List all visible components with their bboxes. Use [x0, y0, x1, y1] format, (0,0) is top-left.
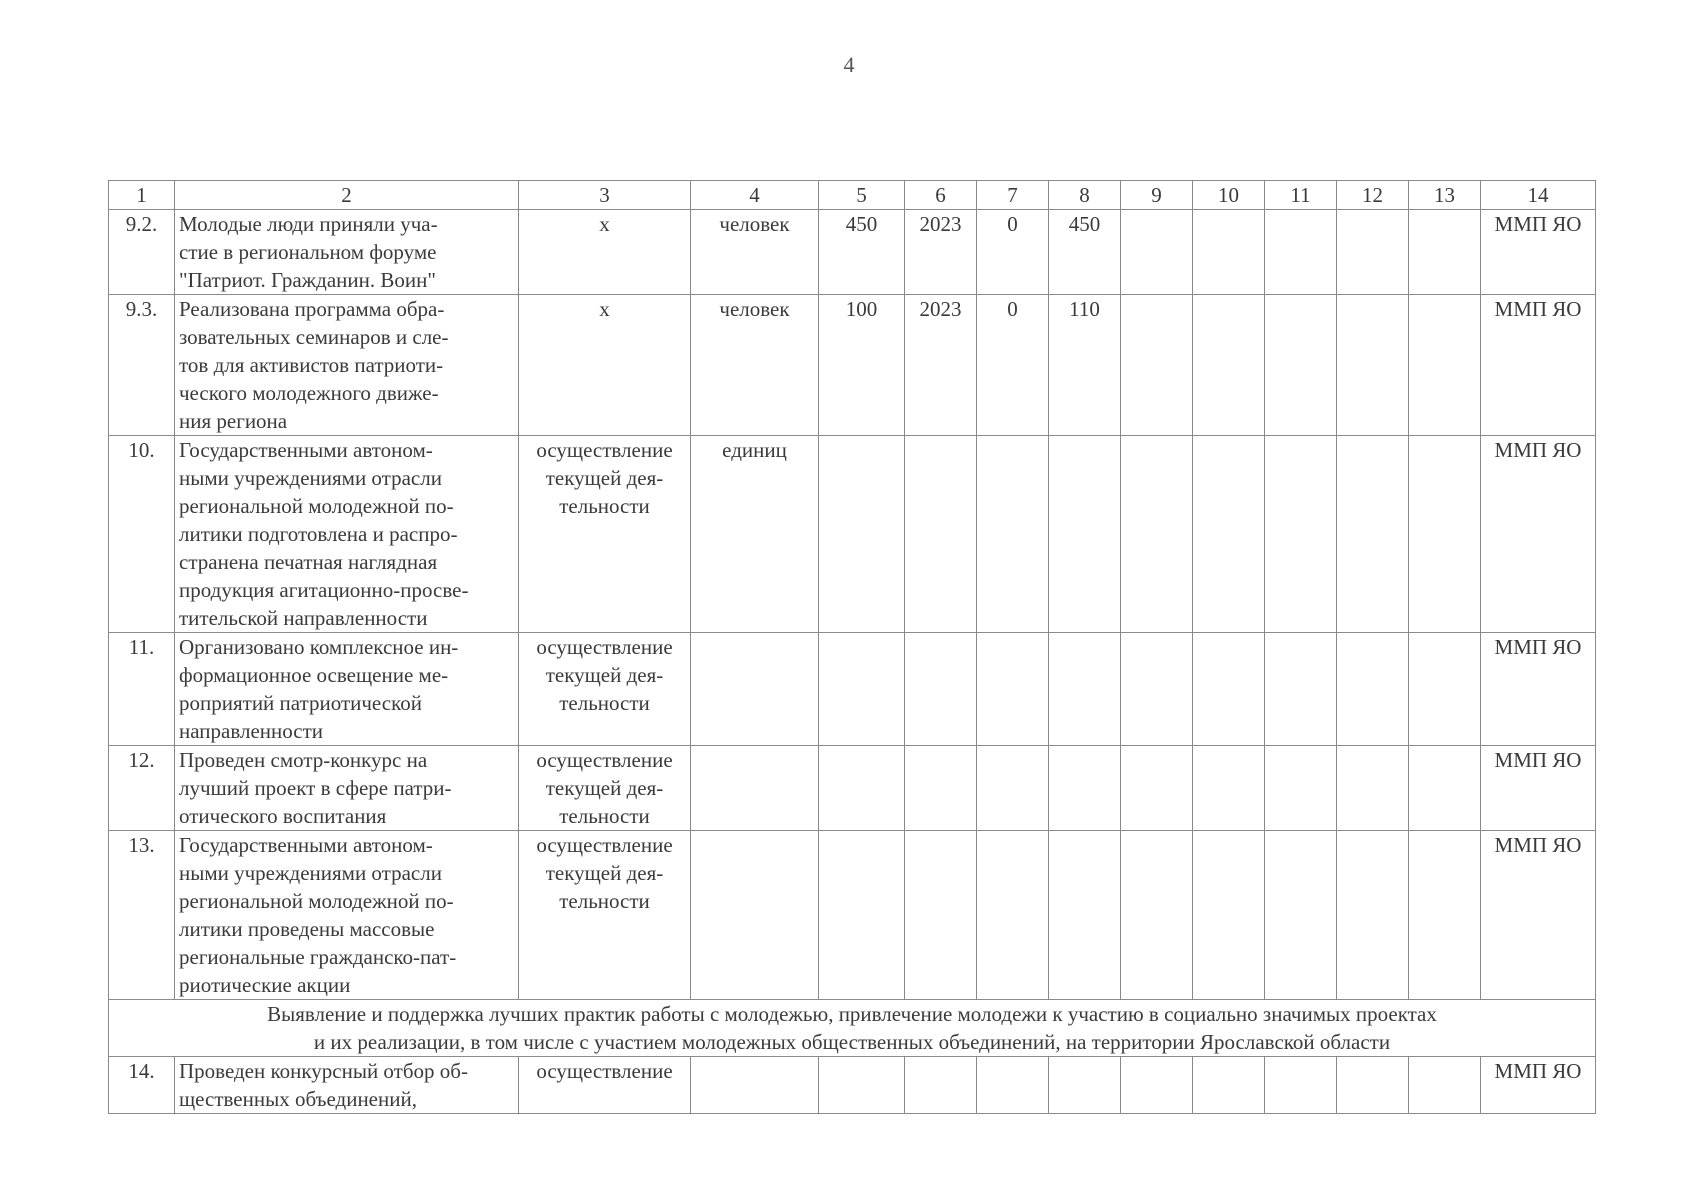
value-cell-7: [977, 633, 1049, 746]
value-cell-11: [1265, 633, 1337, 746]
row-description: [175, 210, 519, 295]
row-type: [519, 436, 691, 633]
value-cell-5: [819, 436, 905, 633]
indicators-table: [108, 180, 1596, 1114]
row-responsible: ММП ЯО: [1481, 1057, 1596, 1114]
value-cell-8: [1049, 436, 1121, 633]
section-heading: [109, 1000, 1596, 1057]
description-line: Молодые люди приняли уча-: [179, 212, 438, 236]
value-cell-6: 2023: [905, 210, 977, 295]
description-line: Организовано комплексное ин-: [179, 635, 459, 659]
header-cell-11: 11: [1265, 181, 1337, 210]
value-cell-5: [819, 633, 905, 746]
header-cell-7: 7: [977, 181, 1049, 210]
value-cell-6: [905, 831, 977, 1000]
header-cell-1: 1: [109, 181, 175, 210]
description-line: литики подготовлена и распро-: [179, 522, 458, 546]
value-cell-8: [1049, 1057, 1121, 1114]
value-cell-13: [1409, 831, 1481, 1000]
description-line: Проведен конкурсный отбор об-: [179, 1059, 468, 1083]
table-row: [109, 436, 1596, 633]
description-line: щественных объединений,: [179, 1087, 417, 1111]
row-number: 14.: [109, 1057, 175, 1114]
row-type: [519, 210, 691, 295]
row-number: 12.: [109, 746, 175, 831]
page-number: 4: [843, 52, 855, 77]
value-cell-8: [1049, 633, 1121, 746]
header-cell-10: 10: [1193, 181, 1265, 210]
table-row: [109, 210, 1596, 295]
value-cell-9: [1121, 210, 1193, 295]
type-line: осуществление: [536, 748, 673, 772]
value-cell-8: [1049, 746, 1121, 831]
description-line: литики проведены массовые: [179, 917, 435, 941]
row-description: [175, 831, 519, 1000]
value-cell-10: [1193, 210, 1265, 295]
value-cell-9: [1121, 295, 1193, 436]
value-cell-11: [1265, 831, 1337, 1000]
value-cell-5: [819, 746, 905, 831]
value-cell-7: 0: [977, 210, 1049, 295]
value-cell-10: [1193, 436, 1265, 633]
row-unit: [691, 746, 819, 831]
type-line: текущей дея-: [545, 663, 664, 687]
value-cell-9: [1121, 1057, 1193, 1114]
value-cell-12: [1337, 746, 1409, 831]
type-line: текущей дея-: [545, 861, 664, 885]
row-type: [519, 831, 691, 1000]
section-line: и их реализации, в том числе с участием молодежных общественных объединений, на территории Ярославской области: [313, 1030, 1391, 1054]
value-cell-13: [1409, 633, 1481, 746]
value-cell-13: [1409, 295, 1481, 436]
row-responsible: ММП ЯО: [1481, 633, 1596, 746]
row-type: [519, 1057, 691, 1114]
value-cell-8: 450: [1049, 210, 1121, 295]
value-cell-6: 2023: [905, 295, 977, 436]
header-cell-3: 3: [519, 181, 691, 210]
row-description: [175, 1057, 519, 1114]
description-line: риотические акции: [179, 973, 351, 997]
type-line: осуществление: [536, 438, 673, 462]
description-line: ными учреждениями отрасли: [179, 861, 442, 885]
row-type: [519, 295, 691, 436]
type-line: тельности: [559, 889, 650, 913]
value-cell-11: [1265, 1057, 1337, 1114]
value-cell-6: [905, 746, 977, 831]
description-line: формационное освещение ме-: [179, 663, 449, 687]
table-row: [109, 633, 1596, 746]
description-line: Государственными автоном-: [179, 438, 433, 462]
description-line: региональной молодежной по-: [179, 494, 454, 518]
value-cell-11: [1265, 436, 1337, 633]
type-line: х: [599, 297, 610, 321]
value-cell-12: [1337, 633, 1409, 746]
row-description: [175, 436, 519, 633]
row-description: [175, 746, 519, 831]
value-cell-12: [1337, 210, 1409, 295]
type-line: х: [599, 212, 610, 236]
row-description: [175, 633, 519, 746]
value-cell-13: [1409, 1057, 1481, 1114]
description-line: ными учреждениями отрасли: [179, 466, 442, 490]
value-cell-5: 450: [819, 210, 905, 295]
description-line: отического воспитания: [179, 804, 387, 828]
type-line: осуществление: [536, 1059, 673, 1083]
value-cell-11: [1265, 295, 1337, 436]
description-line: Реализована программа обра-: [179, 297, 445, 321]
header-cell-14: 14: [1481, 181, 1596, 210]
type-line: тельности: [559, 494, 650, 518]
row-unit: человек: [691, 210, 819, 295]
value-cell-12: [1337, 1057, 1409, 1114]
table-row: [109, 1057, 1596, 1114]
type-line: осуществление: [536, 635, 673, 659]
value-cell-12: [1337, 436, 1409, 633]
value-cell-10: [1193, 1057, 1265, 1114]
value-cell-8: 110: [1049, 295, 1121, 436]
type-line: тельности: [559, 691, 650, 715]
value-cell-7: [977, 1057, 1049, 1114]
type-line: осуществление: [536, 833, 673, 857]
row-responsible: ММП ЯО: [1481, 295, 1596, 436]
header-cell-8: 8: [1049, 181, 1121, 210]
description-line: тительской направленности: [179, 606, 428, 630]
value-cell-11: [1265, 210, 1337, 295]
row-number: 9.2.: [109, 210, 175, 295]
description-line: зовательных семинаров и сле-: [179, 325, 449, 349]
value-cell-5: [819, 1057, 905, 1114]
value-cell-6: [905, 633, 977, 746]
description-line: региональной молодежной по-: [179, 889, 454, 913]
row-number: 9.3.: [109, 295, 175, 436]
row-number: 13.: [109, 831, 175, 1000]
row-description: [175, 295, 519, 436]
value-cell-9: [1121, 436, 1193, 633]
value-cell-10: [1193, 746, 1265, 831]
row-type: [519, 746, 691, 831]
description-line: продукция агитационно-просве-: [179, 578, 469, 602]
value-cell-9: [1121, 831, 1193, 1000]
description-line: Проведен смотр-конкурс на: [179, 748, 428, 772]
value-cell-13: [1409, 746, 1481, 831]
header-cell-13: 13: [1409, 181, 1481, 210]
row-type: [519, 633, 691, 746]
row-responsible: ММП ЯО: [1481, 436, 1596, 633]
value-cell-9: [1121, 746, 1193, 831]
value-cell-5: 100: [819, 295, 905, 436]
description-line: "Патриот. Гражданин. Воин": [179, 268, 436, 292]
value-cell-7: [977, 746, 1049, 831]
value-cell-9: [1121, 633, 1193, 746]
header-cell-12: 12: [1337, 181, 1409, 210]
description-line: направленности: [179, 719, 324, 743]
description-line: региональные гражданско-пат-: [179, 945, 457, 969]
header-cell-9: 9: [1121, 181, 1193, 210]
section-line: Выявление и поддержка лучших практик работы с молодежью, привлечение молодежи к участию в социально значимых проектах: [267, 1002, 1437, 1026]
value-cell-11: [1265, 746, 1337, 831]
value-cell-13: [1409, 210, 1481, 295]
description-line: ческого молодежного движе-: [179, 381, 439, 405]
description-line: странена печатная наглядная: [179, 550, 438, 574]
row-unit: единиц: [691, 436, 819, 633]
value-cell-6: [905, 436, 977, 633]
type-line: текущей дея-: [545, 466, 664, 490]
value-cell-7: [977, 436, 1049, 633]
table-row: [109, 831, 1596, 1000]
value-cell-6: [905, 1057, 977, 1114]
value-cell-8: [1049, 831, 1121, 1000]
header-cell-4: 4: [691, 181, 819, 210]
description-line: ния региона: [179, 409, 288, 433]
value-cell-7: 0: [977, 295, 1049, 436]
type-line: текущей дея-: [545, 776, 664, 800]
row-responsible: ММП ЯО: [1481, 831, 1596, 1000]
row-unit: [691, 831, 819, 1000]
type-line: тельности: [559, 804, 650, 828]
value-cell-10: [1193, 633, 1265, 746]
value-cell-10: [1193, 831, 1265, 1000]
row-number: 11.: [109, 633, 175, 746]
row-unit: человек: [691, 295, 819, 436]
value-cell-12: [1337, 831, 1409, 1000]
value-cell-10: [1193, 295, 1265, 436]
row-number: 10.: [109, 436, 175, 633]
section-row: [109, 1000, 1596, 1057]
row-unit: [691, 1057, 819, 1114]
table-row: [109, 295, 1596, 436]
row-responsible: ММП ЯО: [1481, 746, 1596, 831]
column-number-row: [109, 181, 1596, 210]
header-cell-5: 5: [819, 181, 905, 210]
value-cell-5: [819, 831, 905, 1000]
row-unit: [691, 633, 819, 746]
value-cell-12: [1337, 295, 1409, 436]
header-cell-6: 6: [905, 181, 977, 210]
description-line: тов для активистов патриоти-: [179, 353, 444, 377]
row-responsible: ММП ЯО: [1481, 210, 1596, 295]
description-line: Государственными автоном-: [179, 833, 433, 857]
value-cell-7: [977, 831, 1049, 1000]
description-line: лучший проект в сфере патри-: [179, 776, 452, 800]
description-line: стие в региональном форуме: [179, 240, 437, 264]
value-cell-13: [1409, 436, 1481, 633]
table-row: [109, 746, 1596, 831]
description-line: роприятий патриотической: [179, 691, 422, 715]
header-cell-2: 2: [175, 181, 519, 210]
